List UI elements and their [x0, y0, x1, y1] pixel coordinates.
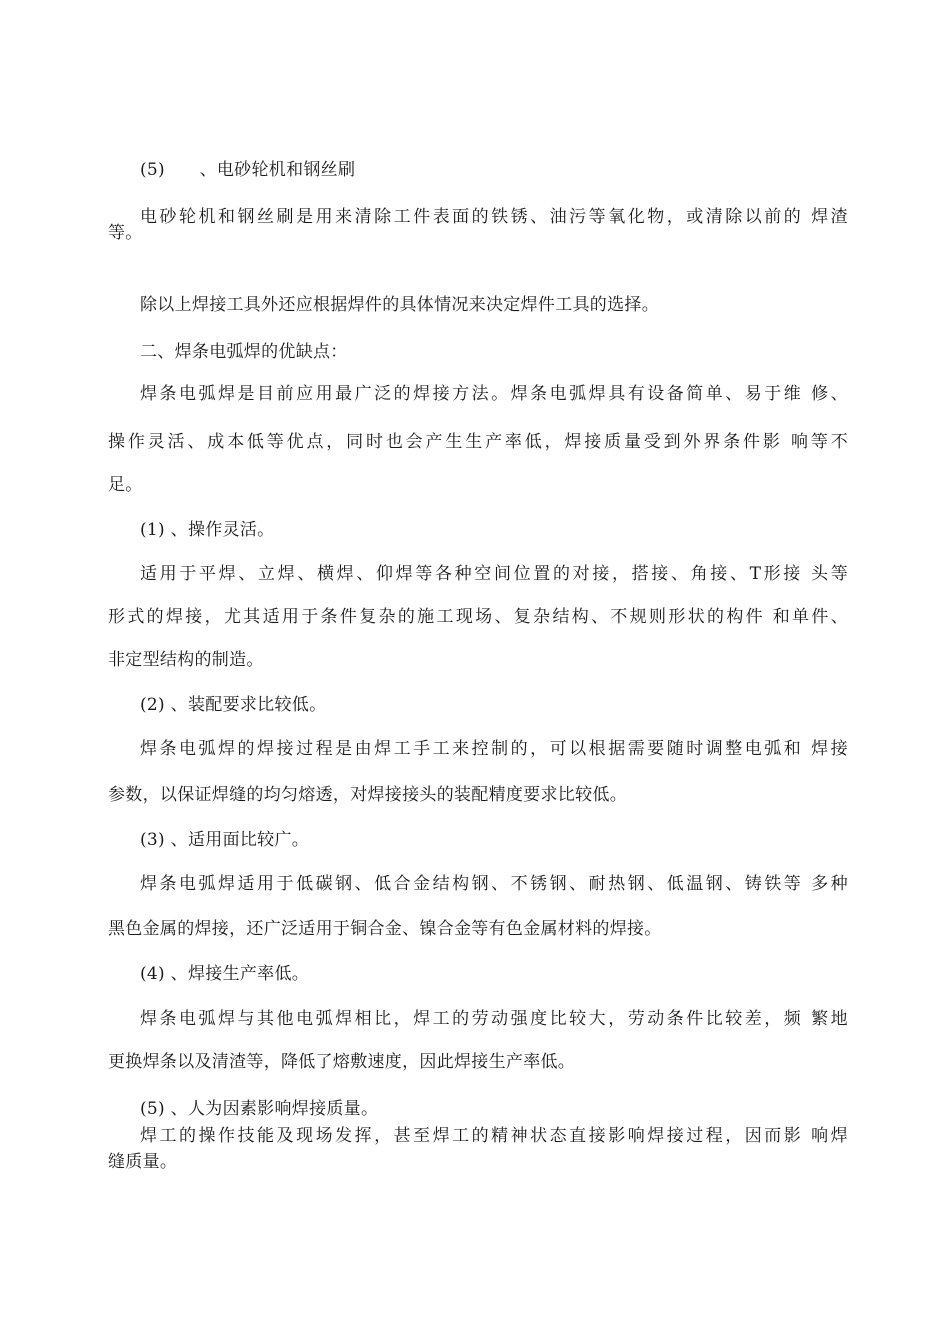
paragraph-line: 操作灵活、成本低等优点，同时也会产生生产率低，焊接质量受到外界条件影 响等不 [108, 432, 848, 452]
subheading-item: (5) 、人为因素影响焊接质量。 [140, 1099, 379, 1119]
paragraph-line: 焊条电弧焊与其他电弧焊相比，焊工的劳动强度比较大，劳动条件比较差，频 繁地 [140, 1009, 848, 1029]
subheading-grinder: (5) 、电砂轮机和钢丝刷 [140, 160, 356, 180]
paragraph-line: 更换焊条以及清渣等，降低了熔敷速度，因此焊接生产率低。 [108, 1052, 576, 1072]
paragraph-line: 适用于平焊、立焊、横焊、仰焊等各种空间位置的对接，搭接、角接、T形接 头等 [140, 564, 848, 584]
subheading-item: (3) 、适用面比较广。 [140, 830, 310, 850]
paragraph-line: 焊条电弧焊的焊接过程是由焊工手工来控制的，可以根据需要随时调整电弧和 焊接 [140, 739, 848, 759]
paragraph-line: 焊条电弧焊是目前应用最广泛的焊接方法。焊条电弧焊具有设备简单、易于维 修、 [140, 384, 848, 404]
section-heading: 二、焊条电弧焊的优缺点： [140, 342, 348, 362]
paragraph-line: 黑色金属的焊接，还广泛适用于铜合金、镍合金等有色金属材料的焊接。 [108, 919, 662, 939]
paragraph-line: 形式的焊接，尤其适用于条件复杂的施工现场、复杂结构、不规则形状的构件 和单件、 [108, 607, 848, 627]
paragraph-line: 除以上焊接工具外还应根据焊件的具体情况来决定焊件工具的选择。 [140, 295, 659, 315]
subheading-item: (2) 、装配要求比较低。 [140, 695, 327, 715]
subheading-item: (1) 、操作灵活。 [140, 520, 275, 540]
paragraph-line: 焊条电弧焊适用于低碳钢、低合金结构钢、不锈钢、耐热钢、低温钢、铸铁等 多种 [140, 874, 848, 894]
subheading-item: (4) 、焊接生产率低。 [140, 964, 310, 984]
paragraph-line: 等。 [108, 223, 143, 243]
paragraph-line: 非定型结构的制造。 [108, 650, 264, 670]
paragraph-line: 足。 [108, 475, 143, 495]
paragraph-line: 参数，以保证焊缝的均匀熔透，对焊接接头的装配精度要求比较低。 [108, 785, 627, 805]
paragraph-line: 电砂轮机和钢丝刷是用来清除工件表面的铁锈、油污等氧化物，或清除以前的 焊渣 [140, 207, 848, 227]
paragraph-line: 焊工的操作技能及现场发挥，甚至焊工的精神状态直接影响焊接过程，因而影 响焊 [140, 1126, 848, 1146]
paragraph-line: 缝质量。 [108, 1152, 178, 1172]
